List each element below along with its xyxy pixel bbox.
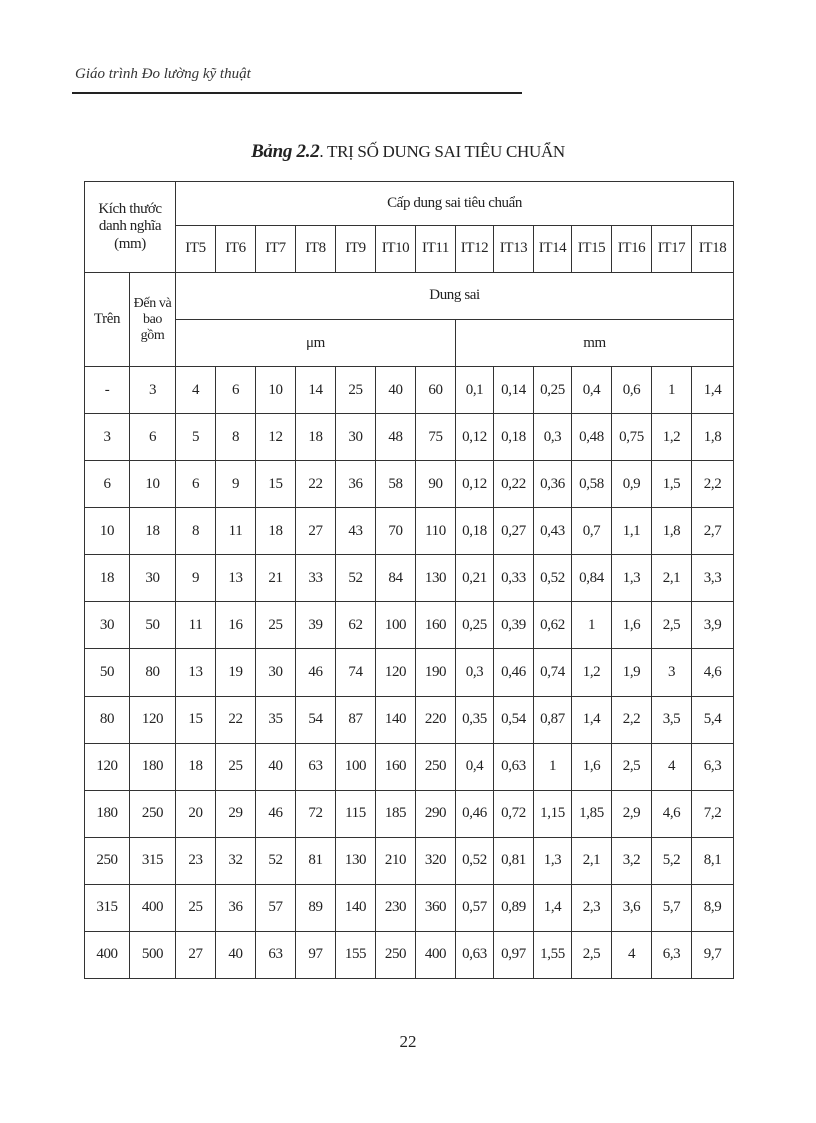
size-from-cell: 180 [85, 790, 130, 837]
size-to-cell: 30 [130, 555, 176, 602]
tolerance-cell: 3,5 [652, 696, 692, 743]
tolerance-cell: 115 [336, 790, 376, 837]
tolerance-cell: 2,7 [692, 508, 734, 555]
tolerance-cell: 0,35 [456, 696, 494, 743]
tolerance-cell: 48 [376, 414, 416, 461]
tolerance-cell: 3,3 [692, 555, 734, 602]
tolerance-cell: 0,75 [612, 414, 652, 461]
running-header: Giáo trình Đo lường kỹ thuật [75, 66, 251, 82]
tolerance-cell: 40 [256, 743, 296, 790]
tolerance-cell: 5,4 [692, 696, 734, 743]
tolerance-cell: 400 [416, 931, 456, 978]
size-to-cell: 10 [130, 461, 176, 508]
tolerance-cell: 18 [296, 414, 336, 461]
tolerance-cell: 0,97 [494, 931, 534, 978]
size-from-cell: 400 [85, 931, 130, 978]
tolerance-cell: 4,6 [692, 649, 734, 696]
tolerance-cell: 40 [216, 931, 256, 978]
tolerance-cell: 36 [216, 884, 256, 931]
tolerance-cell: 120 [376, 649, 416, 696]
tolerance-cell: 0,12 [456, 461, 494, 508]
size-from-cell: 3 [85, 414, 130, 461]
table-row [85, 837, 734, 884]
table-row [85, 884, 734, 931]
size-to-cell: 400 [130, 884, 176, 931]
tolerance-cell: 1,85 [572, 790, 612, 837]
tolerance-cell: 1,4 [572, 696, 612, 743]
tolerance-cell: 1,8 [652, 508, 692, 555]
tolerance-cell: 2,5 [652, 602, 692, 649]
grade-it17: IT17 [652, 226, 692, 273]
tolerance-cell: 10 [256, 367, 296, 414]
tolerance-cell: 1,4 [692, 367, 734, 414]
tolerance-cell: 43 [336, 508, 376, 555]
tolerance-cell: 1,3 [534, 837, 572, 884]
tolerance-cell: 70 [376, 508, 416, 555]
tolerance-cell: 1,8 [692, 414, 734, 461]
header-divider [72, 92, 522, 94]
tolerance-cell: 1 [572, 602, 612, 649]
size-from-cell: 18 [85, 555, 130, 602]
tolerance-cell: 40 [376, 367, 416, 414]
tolerance-cell: 52 [336, 555, 376, 602]
size-to-cell: 6 [130, 414, 176, 461]
tolerance-cell: 155 [336, 931, 376, 978]
tolerance-cell: 16 [216, 602, 256, 649]
tolerance-cell: 81 [296, 837, 336, 884]
tolerance-cell: 1,15 [534, 790, 572, 837]
tolerance-cell: 5,2 [652, 837, 692, 884]
tolerance-cell: 0,54 [494, 696, 534, 743]
grade-it9: IT9 [336, 226, 376, 273]
grade-it14: IT14 [534, 226, 572, 273]
tolerance-cell: 0,58 [572, 461, 612, 508]
tolerance-cell: 2,5 [572, 931, 612, 978]
tolerance-cell: 29 [216, 790, 256, 837]
tolerance-cell: 46 [296, 649, 336, 696]
tolerance-cell: 185 [376, 790, 416, 837]
tolerance-cell: 0,9 [612, 461, 652, 508]
size-to-cell: 120 [130, 696, 176, 743]
tolerance-cell: 5,7 [652, 884, 692, 931]
size-to-cell: 18 [130, 508, 176, 555]
size-from-cell: 250 [85, 837, 130, 884]
tolerance-cell: 100 [336, 743, 376, 790]
tolerance-cell: 0,18 [494, 414, 534, 461]
table-row [85, 414, 734, 461]
size-to-cell: 80 [130, 649, 176, 696]
tolerance-cell: 250 [376, 931, 416, 978]
tolerance-cell: 97 [296, 931, 336, 978]
tolerance-cell: 3,6 [612, 884, 652, 931]
size-from-cell: 6 [85, 461, 130, 508]
tolerance-cell: 8,9 [692, 884, 734, 931]
table-row [85, 555, 734, 602]
tolerance-cell: 360 [416, 884, 456, 931]
tolerance-cell: 75 [416, 414, 456, 461]
tolerance-cell: 230 [376, 884, 416, 931]
tolerance-cell: 13 [176, 649, 216, 696]
tolerance-cell: 63 [296, 743, 336, 790]
tolerance-cell: 1,1 [612, 508, 652, 555]
size-from-cell: - [85, 367, 130, 414]
tolerance-cell: 0,52 [534, 555, 572, 602]
tolerance-cell: 8,1 [692, 837, 734, 884]
tolerance-cell: 0,7 [572, 508, 612, 555]
tolerance-cell: 89 [296, 884, 336, 931]
tolerance-cell: 2,3 [572, 884, 612, 931]
tolerance-cell: 2,5 [612, 743, 652, 790]
tolerance-cell: 58 [376, 461, 416, 508]
tolerance-cell: 0,74 [534, 649, 572, 696]
tolerance-cell: 25 [336, 367, 376, 414]
tolerance-cell: 100 [376, 602, 416, 649]
table-row [85, 461, 734, 508]
tolerance-cell: 22 [296, 461, 336, 508]
table-row [85, 602, 734, 649]
tolerance-cell: 30 [256, 649, 296, 696]
tolerance-cell: 0,21 [456, 555, 494, 602]
tolerance-cell: 36 [336, 461, 376, 508]
tolerance-cell: 160 [416, 602, 456, 649]
tolerance-cell: 0,6 [612, 367, 652, 414]
tolerance-cell: 33 [296, 555, 336, 602]
grade-it12: IT12 [456, 226, 494, 273]
tolerance-cell: 6,3 [692, 743, 734, 790]
tolerance-cell: 1,6 [572, 743, 612, 790]
tolerance-cell: 160 [376, 743, 416, 790]
size-to-cell: 3 [130, 367, 176, 414]
tolerance-cell: 5 [176, 414, 216, 461]
tolerance-cell: 8 [216, 414, 256, 461]
tolerance-cell: 25 [176, 884, 216, 931]
tolerance-cell: 0,25 [456, 602, 494, 649]
tolerance-cell: 2,2 [692, 461, 734, 508]
tolerance-cell: 0,46 [456, 790, 494, 837]
tolerance-cell: 7,2 [692, 790, 734, 837]
tolerance-cell: 1,55 [534, 931, 572, 978]
tolerance-cell: 13 [216, 555, 256, 602]
from-header: Trên [85, 273, 130, 367]
tolerance-cell: 23 [176, 837, 216, 884]
tolerance-cell: 1 [652, 367, 692, 414]
tolerance-cell: 32 [216, 837, 256, 884]
tolerance-cell: 54 [296, 696, 336, 743]
grade-it10: IT10 [376, 226, 416, 273]
table-row [85, 367, 734, 414]
tolerance-cell: 4 [652, 743, 692, 790]
to-header: Đến và bao gồm [130, 273, 176, 367]
tolerance-cell: 130 [336, 837, 376, 884]
tolerance-cell: 0,63 [456, 931, 494, 978]
tolerance-cell: 0,22 [494, 461, 534, 508]
tolerance-cell: 290 [416, 790, 456, 837]
table-row [85, 508, 734, 555]
unit-micrometer: μm [176, 320, 456, 367]
tolerance-cell: 1,4 [534, 884, 572, 931]
grade-it15: IT15 [572, 226, 612, 273]
tolerance-cell: 63 [256, 931, 296, 978]
grade-it13: IT13 [494, 226, 534, 273]
tolerance-cell: 6,3 [652, 931, 692, 978]
size-from-cell: 50 [85, 649, 130, 696]
table-row [85, 790, 734, 837]
tolerance-cell: 4,6 [652, 790, 692, 837]
tolerance-cell: 0,89 [494, 884, 534, 931]
tolerance-cell: 57 [256, 884, 296, 931]
tolerance-cell: 0,57 [456, 884, 494, 931]
tolerance-cell: 130 [416, 555, 456, 602]
tolerance-cell: 0,3 [456, 649, 494, 696]
unit-millimeter: mm [456, 320, 734, 367]
tolerance-cell: 0,12 [456, 414, 494, 461]
tolerance-cell: 0,36 [534, 461, 572, 508]
tolerance-cell: 0,18 [456, 508, 494, 555]
tolerance-cell: 0,84 [572, 555, 612, 602]
tolerance-cell: 9 [176, 555, 216, 602]
size-from-cell: 30 [85, 602, 130, 649]
tolerance-cell: 0,62 [534, 602, 572, 649]
tolerance-cell: 1,2 [652, 414, 692, 461]
grade-it8: IT8 [296, 226, 336, 273]
tolerance-cell: 1,5 [652, 461, 692, 508]
tolerance-cell: 39 [296, 602, 336, 649]
tolerance-cell: 250 [416, 743, 456, 790]
tolerance-cell: 15 [256, 461, 296, 508]
tolerance-cell: 60 [416, 367, 456, 414]
grade-it16: IT16 [612, 226, 652, 273]
tolerance-cell: 52 [256, 837, 296, 884]
tolerance-cell: 0,4 [456, 743, 494, 790]
tolerance-cell: 2,2 [612, 696, 652, 743]
tolerance-cell: 1,3 [612, 555, 652, 602]
table-row [85, 696, 734, 743]
tolerance-cell: 87 [336, 696, 376, 743]
size-to-cell: 50 [130, 602, 176, 649]
tolerance-cell: 9,7 [692, 931, 734, 978]
tolerance-cell: 2,1 [572, 837, 612, 884]
grade-it7: IT7 [256, 226, 296, 273]
size-from-cell: 315 [85, 884, 130, 931]
table-title-text: . TRỊ SỐ DUNG SAI TIÊU CHUẨN [319, 142, 565, 161]
tolerance-cell: 320 [416, 837, 456, 884]
tolerance-cell: 35 [256, 696, 296, 743]
tolerance-cell: 1,6 [612, 602, 652, 649]
tolerance-cell: 0,4 [572, 367, 612, 414]
size-to-cell: 250 [130, 790, 176, 837]
tolerance-cell: 0,43 [534, 508, 572, 555]
tolerance-cell: 0,39 [494, 602, 534, 649]
tolerance-cell: 11 [216, 508, 256, 555]
tolerance-cell: 18 [176, 743, 216, 790]
tolerance-cell: 15 [176, 696, 216, 743]
tolerance-cell: 27 [176, 931, 216, 978]
tolerance-cell: 140 [336, 884, 376, 931]
tolerance-cell: 0,87 [534, 696, 572, 743]
tolerance-header: Dung sai [176, 273, 734, 320]
tolerance-cell: 4 [612, 931, 652, 978]
size-from-cell: 10 [85, 508, 130, 555]
tolerance-cell: 9 [216, 461, 256, 508]
tolerance-cell: 74 [336, 649, 376, 696]
tolerance-cell: 210 [376, 837, 416, 884]
grade-header: Cấp dung sai tiêu chuẩn [176, 182, 734, 226]
tolerance-cell: 0,81 [494, 837, 534, 884]
tolerance-cell: 22 [216, 696, 256, 743]
tolerance-cell: 21 [256, 555, 296, 602]
tolerance-cell: 12 [256, 414, 296, 461]
tolerance-cell: 0,25 [534, 367, 572, 414]
tolerance-cell: 72 [296, 790, 336, 837]
tolerance-cell: 0,46 [494, 649, 534, 696]
tolerance-cell: 0,27 [494, 508, 534, 555]
tolerance-cell: 3 [652, 649, 692, 696]
tolerance-cell: 2,9 [612, 790, 652, 837]
tolerance-cell: 8 [176, 508, 216, 555]
grade-it6: IT6 [216, 226, 256, 273]
tolerance-cell: 140 [376, 696, 416, 743]
tolerance-cell: 18 [256, 508, 296, 555]
tolerance-cell: 25 [256, 602, 296, 649]
size-to-cell: 500 [130, 931, 176, 978]
tolerance-cell: 19 [216, 649, 256, 696]
size-from-cell: 120 [85, 743, 130, 790]
table-row [85, 743, 734, 790]
size-to-cell: 180 [130, 743, 176, 790]
tolerance-cell: 6 [216, 367, 256, 414]
grade-it5: IT5 [176, 226, 216, 273]
tolerance-cell: 0,48 [572, 414, 612, 461]
size-to-cell: 315 [130, 837, 176, 884]
tolerance-cell: 90 [416, 461, 456, 508]
tolerance-cell: 1,9 [612, 649, 652, 696]
tolerance-cell: 2,1 [652, 555, 692, 602]
tolerance-cell: 0,63 [494, 743, 534, 790]
size-header: Kích thước danh nghĩa (mm) [85, 182, 176, 273]
table-row [85, 931, 734, 978]
tolerance-cell: 0,52 [456, 837, 494, 884]
grade-it18: IT18 [692, 226, 734, 273]
size-from-cell: 80 [85, 696, 130, 743]
tolerance-cell: 6 [176, 461, 216, 508]
tolerance-cell: 27 [296, 508, 336, 555]
tolerance-cell: 14 [296, 367, 336, 414]
tolerance-cell: 0,1 [456, 367, 494, 414]
tolerance-cell: 1 [534, 743, 572, 790]
tolerance-cell: 0,14 [494, 367, 534, 414]
tolerance-cell: 20 [176, 790, 216, 837]
tolerance-cell: 4 [176, 367, 216, 414]
tolerance-table [84, 181, 734, 979]
tolerance-cell: 25 [216, 743, 256, 790]
tolerance-cell: 0,72 [494, 790, 534, 837]
page-number: 22 [399, 1032, 417, 1051]
tolerance-cell: 11 [176, 602, 216, 649]
tolerance-cell: 62 [336, 602, 376, 649]
tolerance-cell: 1,2 [572, 649, 612, 696]
tolerance-cell: 190 [416, 649, 456, 696]
tolerance-cell: 30 [336, 414, 376, 461]
table-title-number: Bảng 2.2 [251, 141, 320, 162]
tolerance-cell: 220 [416, 696, 456, 743]
tolerance-cell: 84 [376, 555, 416, 602]
grade-it11: IT11 [416, 226, 456, 273]
tolerance-cell: 3,2 [612, 837, 652, 884]
tolerance-cell: 3,9 [692, 602, 734, 649]
tolerance-cell: 0,3 [534, 414, 572, 461]
table-title [0, 141, 816, 163]
tolerance-cell: 110 [416, 508, 456, 555]
tolerance-cell: 0,33 [494, 555, 534, 602]
table-row [85, 649, 734, 696]
tolerance-cell: 46 [256, 790, 296, 837]
